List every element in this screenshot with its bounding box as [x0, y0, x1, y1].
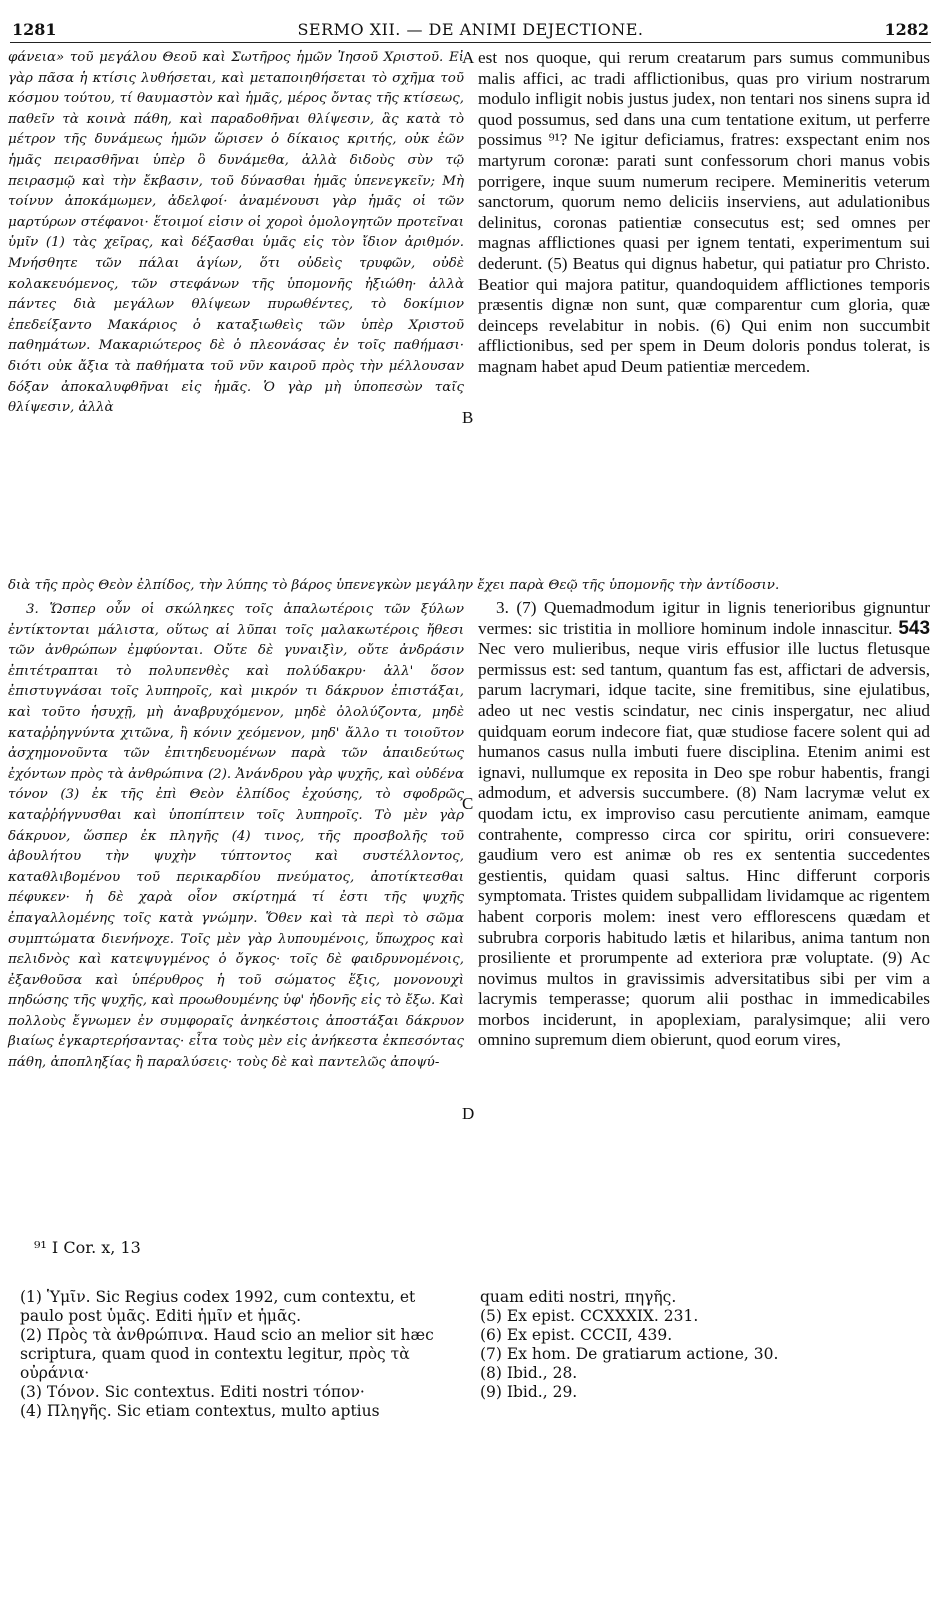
latin-paragraph-2a: 3. (7) Quemadmodum igitur in lignis tenerioribus gignuntur vermes: sic tristitia in molliore hominum indole innascitur.: [478, 598, 930, 638]
greek-spanning-line: διὰ τῆς πρὸς Θεὸν ἐλπίδος, τὴν λύπης τὸ βάρος ὑπενεγκὼν μεγάλην ἔχει παρὰ Θεῷ τῆς ὑπομονῆς τὴν ἀντίδοσιν.: [8, 578, 780, 593]
note-2: (2) Πρὸς τὰ ἀνθρώπινα. Haud scio an melior sit hæc scriptura, quam quod in contextu legitur, πρὸς τὰ οὐράνια·: [20, 1326, 434, 1382]
note-4-continued: quam editi nostri, πηγῆς.: [480, 1288, 677, 1306]
column-marker-543: 543: [898, 617, 931, 639]
header-rule: [10, 42, 931, 43]
note-7: (7) Ex hom. De gratiarum actione, 30.: [480, 1345, 779, 1363]
note-1: (1) Ὑμῖν. Sic Regius codex 1992, cum contextu, et paulo post ὑμᾶς. Editi ἡμῖν et ἡμᾶς.: [20, 1288, 416, 1325]
note-8: (8) Ibid., 28.: [480, 1364, 578, 1382]
note-6: (6) Ex epist. CCCII, 439.: [480, 1326, 673, 1344]
margin-letter-b: B: [462, 408, 474, 427]
latin-paragraph-2b: Nec vero mulieribus, neque viris effusior ille luctus fletusque permissus est: sed tantum, quantum fas est, affictari de adversis, parum lacrymari, idque tacite, sine fremitibus, sine ejulatibus, adeo ut nec vestis scindatur, nec cinis inspergatur, nec aliud quidquam eorum indecore fiat, quæ studiose facere solent qui ad humanos casus nulla imbuti fuere disciplina. Etenim animi est ignavi, nullumque ex reposita in Deo spe robur habentis, frangi admodum, et adversis succumbere. (8) Nam lacrymæ velut ex quodam ictu, ex improviso casu percutiente animam, eamque contrahente, compresso circa cor spiritu, oriri consuevere: gaudium vero est animæ ob res ex sententia succedentes gestientis, quidam quasi saltus. Hinc differunt corporis symptomata. Tristes quidem subpallidam lividamque ac rigentem habent corporis molem: inest vero efflorescens quædam et subrubra corporis habitudo lætis et hilaribus, anima tantum non prosiliente et prorumpente ad exteriora præ voluptate. (9) Ac novimus multos in gravissimis adversitatibus sibi per vim a lacrymis temperasse; quorum alii posthac in immedicabiles morbos inciderunt, in apoplexiam, paralysimque; alii vero omnino supremum diem obierunt, quod eorum vires,: [478, 639, 930, 1050]
greek-column: [8, 48, 464, 419]
greek-paragraph-2: 3. Ὥσπερ οὖν οἱ σκώληκες τοῖς ἁπαλωτέροις τῶν ξύλων ἐντίκτονται μάλιστα, οὕτως αἱ λῦπαι τοῖς μαλακωτέροις ἤθεσι τῶν ἀνθρώπων ἐμφύονται. Οὔτε δὲ γυναιξὶν, οὔτε ἀνδράσιν ἐπιτέτραπται τὸ πολυπενθὲς καὶ πολύδακρυ· ἀλλ' ὅσον ἐπιστυγνάσαι τοῖς λυπηροῖς, καὶ μικρόν τι δάκρυον ἐπιστάξαι, καὶ τοῦτο ἡσυχῇ, μὴ ἀναβρυχόμενον, μηδὲ ὀλολύζοντα, μηδὲ καταῤῥηγνύντα χιτῶνα, ἢ κόνιν χεόμενον, μηδ' ἄλλο τι τοιοῦτον ἀσχημονοῦντα τῶν ἐπιτηδευομένων παρὰ τῶν ἀπαιδεύτως ἐχόντων πρὸς τὰ ἀνθρώπινα (2). Ἀνάνδρου γὰρ ψυχῆς, καὶ οὐδένα τόνον (3) ἐκ τῆς ἐπὶ Θεὸν ἐλπίδος ἐχούσης, τὸ σφοδρῶς καταῤῥήγνυσθαι καὶ ὑποπίπτειν τοῖς λυπηροῖς. Τὸ μὲν γὰρ δάκρυον, ὥσπερ ἐκ πληγῆς (4) τινος, τῆς προσβολῆς τοῦ ἀβουλήτου τὴν ψυχὴν τύπτοντος καὶ συστέλλοντος, καταθλιβομένου τοῦ περικαρδίου πνεύματος, ἀποτίκτεσθαι πέφυκεν· ἡ δὲ χαρὰ οἷον σκίρτημά τί ἐστι τῆς ψυχῆς ἐπαγαλλομένης τοῖς κατὰ γνώμην. Ὅθεν καὶ τὰ περὶ τὸ σῶμα συμπτώματα διενήνοχε. Τοῖς μὲν γὰρ λυπουμένοις, ὕπωχρος καὶ πελιδνὸς καὶ κατεψυγμένος ὁ ὄγκος· τοῖς δὲ φαιδρυνομένοις, ἐξανθοῦσα καὶ ὑπέρυθρος ἡ τοῦ σώματος ἕξις, μονονουχὶ πηδώσης τῆς ψυχῆς, καὶ προωθουμένης ὑφ' ἡδονῆς εἰς τὸ ἔξω. Καὶ πολλοὺς ἔγνωμεν ἐν συμφοραῖς ἀνηκέστοις ἀποστάξαι δάκρυον βιαίως ἐγκαρτερήσαντας· εἶτα τοὺς μὲν εἰς ἀνήκεστα ἐκπεσόντας πάθη, ἀποπληξίας ἢ παραλύσεις· τοὺς δὲ καὶ παντελῶς ἀποψύ-: [8, 602, 464, 1071]
footnote-91: ⁹¹ I Cor. x, 13: [34, 1238, 141, 1257]
note-5: (5) Ex epist. CCXXXIX. 231.: [480, 1307, 699, 1325]
note-9: (9) Ibid., 29.: [480, 1383, 578, 1401]
greek-column-section-3: [8, 600, 464, 1074]
margin-letter-c: C: [462, 794, 474, 813]
latin-column-section-3: [478, 598, 930, 1051]
running-title: SERMO XII. — DE ANIMI DEJECTIONE.: [297, 20, 644, 39]
latin-paragraph-2: [478, 598, 930, 1051]
note-4: (4) Πληγῆς. Sic etiam contextus, multo aptius: [20, 1402, 380, 1420]
running-header: [8, 20, 933, 42]
margin-letter-d: D: [462, 1104, 475, 1123]
margin-letter-a: A: [462, 48, 475, 67]
latin-column: [478, 48, 930, 378]
note-3: (3) Τόνον. Sic contextus. Editi nostri τόπον·: [20, 1383, 365, 1401]
left-page-number: 1281: [12, 20, 57, 39]
notes-left: [20, 1288, 450, 1421]
notes-right: [480, 1288, 920, 1402]
right-page-number: 1282: [884, 20, 929, 39]
greek-paragraph-1: φάνεια» τοῦ μεγάλου Θεοῦ καὶ Σωτῆρος ἡμῶν Ἰησοῦ Χριστοῦ. Εἰ γὰρ πᾶσα ἡ κτίσις λυθήσεται, καὶ μεταποιηθήσεται τὸ σχῆμα τοῦ κόσμου τούτου, τί θαυμαστὸν καὶ ἡμᾶς, μέρος ὄντας τῆς κτίσεως, παθεῖν τὰ κοινὰ πάθη, καὶ παραδοθῆναι θλίψεσιν, ἃς κατὰ τὸ μέτρον τῆς δυνάμεως ἡμῶν ὥρισεν ὁ δίκαιος κριτής, οὐκ ἐῶν ἡμᾶς πειρασθῆναι ὑπὲρ ὃ δυνάμεθα, ἀλλὰ διδοὺς σὺν τῷ πειρασμῷ καὶ τὴν ἔκβασιν, τοῦ δύνασθαι ἡμᾶς ὑπενεγκεῖν; Μὴ τοίνυν ἀποκάμωμεν, ἀδελφοί· ἀναμένουσι γὰρ ἡμᾶς οἱ τῶν μαρτύρων στέφανοι· ἕτοιμοί εἰσιν οἱ χοροὶ ὁμολογητῶν προτεῖναι ὑμῖν (1) τὰς χεῖρας, καὶ δέξασθαι ὑμᾶς εἰς τὸν ἴδιον ἀριθμόν. Μνήσθητε τῶν πάλαι ἁγίων, ὅτι οὐδεὶς τρυφῶν, οὐδὲ κολακευόμενος, τῶν στεφάνων τῆς ὑπομονῆς ἠξιώθη· ἀλλὰ πάντες διὰ μεγάλων θλίψεων πυρωθέντες, τὸ δοκίμιον ἐπεδείξαντο Μακάριος ὁ καταξιωθεὶς τῶν ὑπὲρ Χριστοῦ παθημάτων. Μακαριώτερος δὲ ὁ πλεονάσας ἐν τοῖς παθήμασι· διότι οὐκ ἄξια τὰ παθήματα τοῦ νῦν καιροῦ πρὸς τὴν μέλλουσαν δόξαν ἀποκαλυφθῆναι εἰς ἡμᾶς. Ὁ γὰρ μὴ ὑποπεσὼν ταῖς θλίψεσιν, ἀλλὰ: [8, 50, 464, 416]
latin-paragraph-1: est nos quoque, qui rerum creatarum pars sumus communibus malis affici, ac tradi afflictionibus, quas pro virium nostrarum modulo infligit nobis justus judex, non tentari nos sinens supra id quod possumus, sed dans una cum tentatione exitum, ut perferre possimus ⁹¹? Ne igitur deficiamus, fratres: exspectant enim nos martyrum coronæ: parati sunt confessorum chori manus vobis porrigere, inque suum numerum recipere. Memineritis veterum sanctorum, quorum nemo deliciis inserviens, aut adulationibus delinitus, coronas patientiæ consecutus est; sed omnes per magnas afflictiones quasi per ignem tentati, experimentum sui dederunt. (5) Beatus qui dignus habetur, qui patiatur pro Christo. Beatior qui majora patitur, quandoquidem afflictiones temporis præsentis dignæ non sunt, quæ comparentur cum gloria, quæ deinceps revelabitur in nobis. (6) Qui enim non succumbit afflictionibus, sed per spem in Deum doloris pondus tolerat, is magnam habet apud Deum patientiæ mercedem.: [478, 48, 930, 376]
